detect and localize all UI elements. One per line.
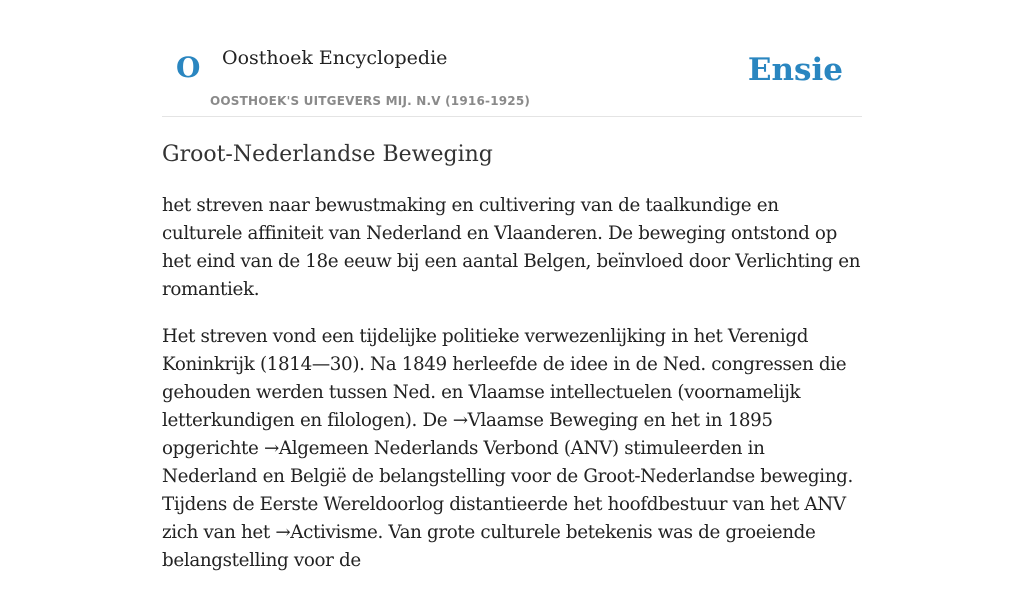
link-algemeen-nederlands-verbond[interactable]: →Algemeen Nederlands Verbond (263, 438, 559, 459)
link-vlaamse-beweging[interactable]: →Vlaamse Beweging (452, 410, 639, 431)
paragraph-text: Het streven vond een tijdelijke politieke verwezenlijking in het Verenigd Koninkrijk (1814—30). Na 1849 herleefde de idee in de Ned. congressen die gehouden werden tussen Ned. en Vlaamse intellectuelen (voornamelijk letterkundigen en filologen). De (162, 326, 847, 431)
source-publisher: OOSTHOEK'S UITGEVERS MIJ. N.V (1916-1925) (210, 94, 531, 108)
article-paragraph-2 (162, 323, 864, 575)
article-body (162, 192, 864, 594)
paragraph-text: (ANV) stimuleerden in Nederland en België de belangstelling voor de Groot-Nederlandse beweging. Tijdens de Eerste Wereldoorlog distantieerde het hoofdbestuur van het ANV zich van het (162, 438, 853, 543)
article-paragraph-1: het streven naar bewustmaking en cultivering van de taalkundige en culturele affiniteit van Nederland en Vlaanderen. De beweging ontstond op het eind van de 18e eeuw bij een aantal Belgen, beïnvloed door Verlichting en romantiek. (162, 195, 861, 300)
source-logo[interactable]: O (176, 51, 201, 84)
ensie-logo-link[interactable]: Ensie (747, 52, 843, 88)
source-header (162, 0, 862, 117)
source-name-link[interactable]: Oosthoek Encyclopedie (222, 47, 448, 69)
paragraph-text: en het in 1895 opgerichte (162, 410, 773, 459)
paragraph-text: . Van grote culturele betekenis was de groeiende belangstelling voor de (162, 522, 816, 571)
link-activisme[interactable]: →Activisme (275, 522, 378, 543)
article-title: Groot-Nederlandse Beweging (162, 142, 493, 167)
